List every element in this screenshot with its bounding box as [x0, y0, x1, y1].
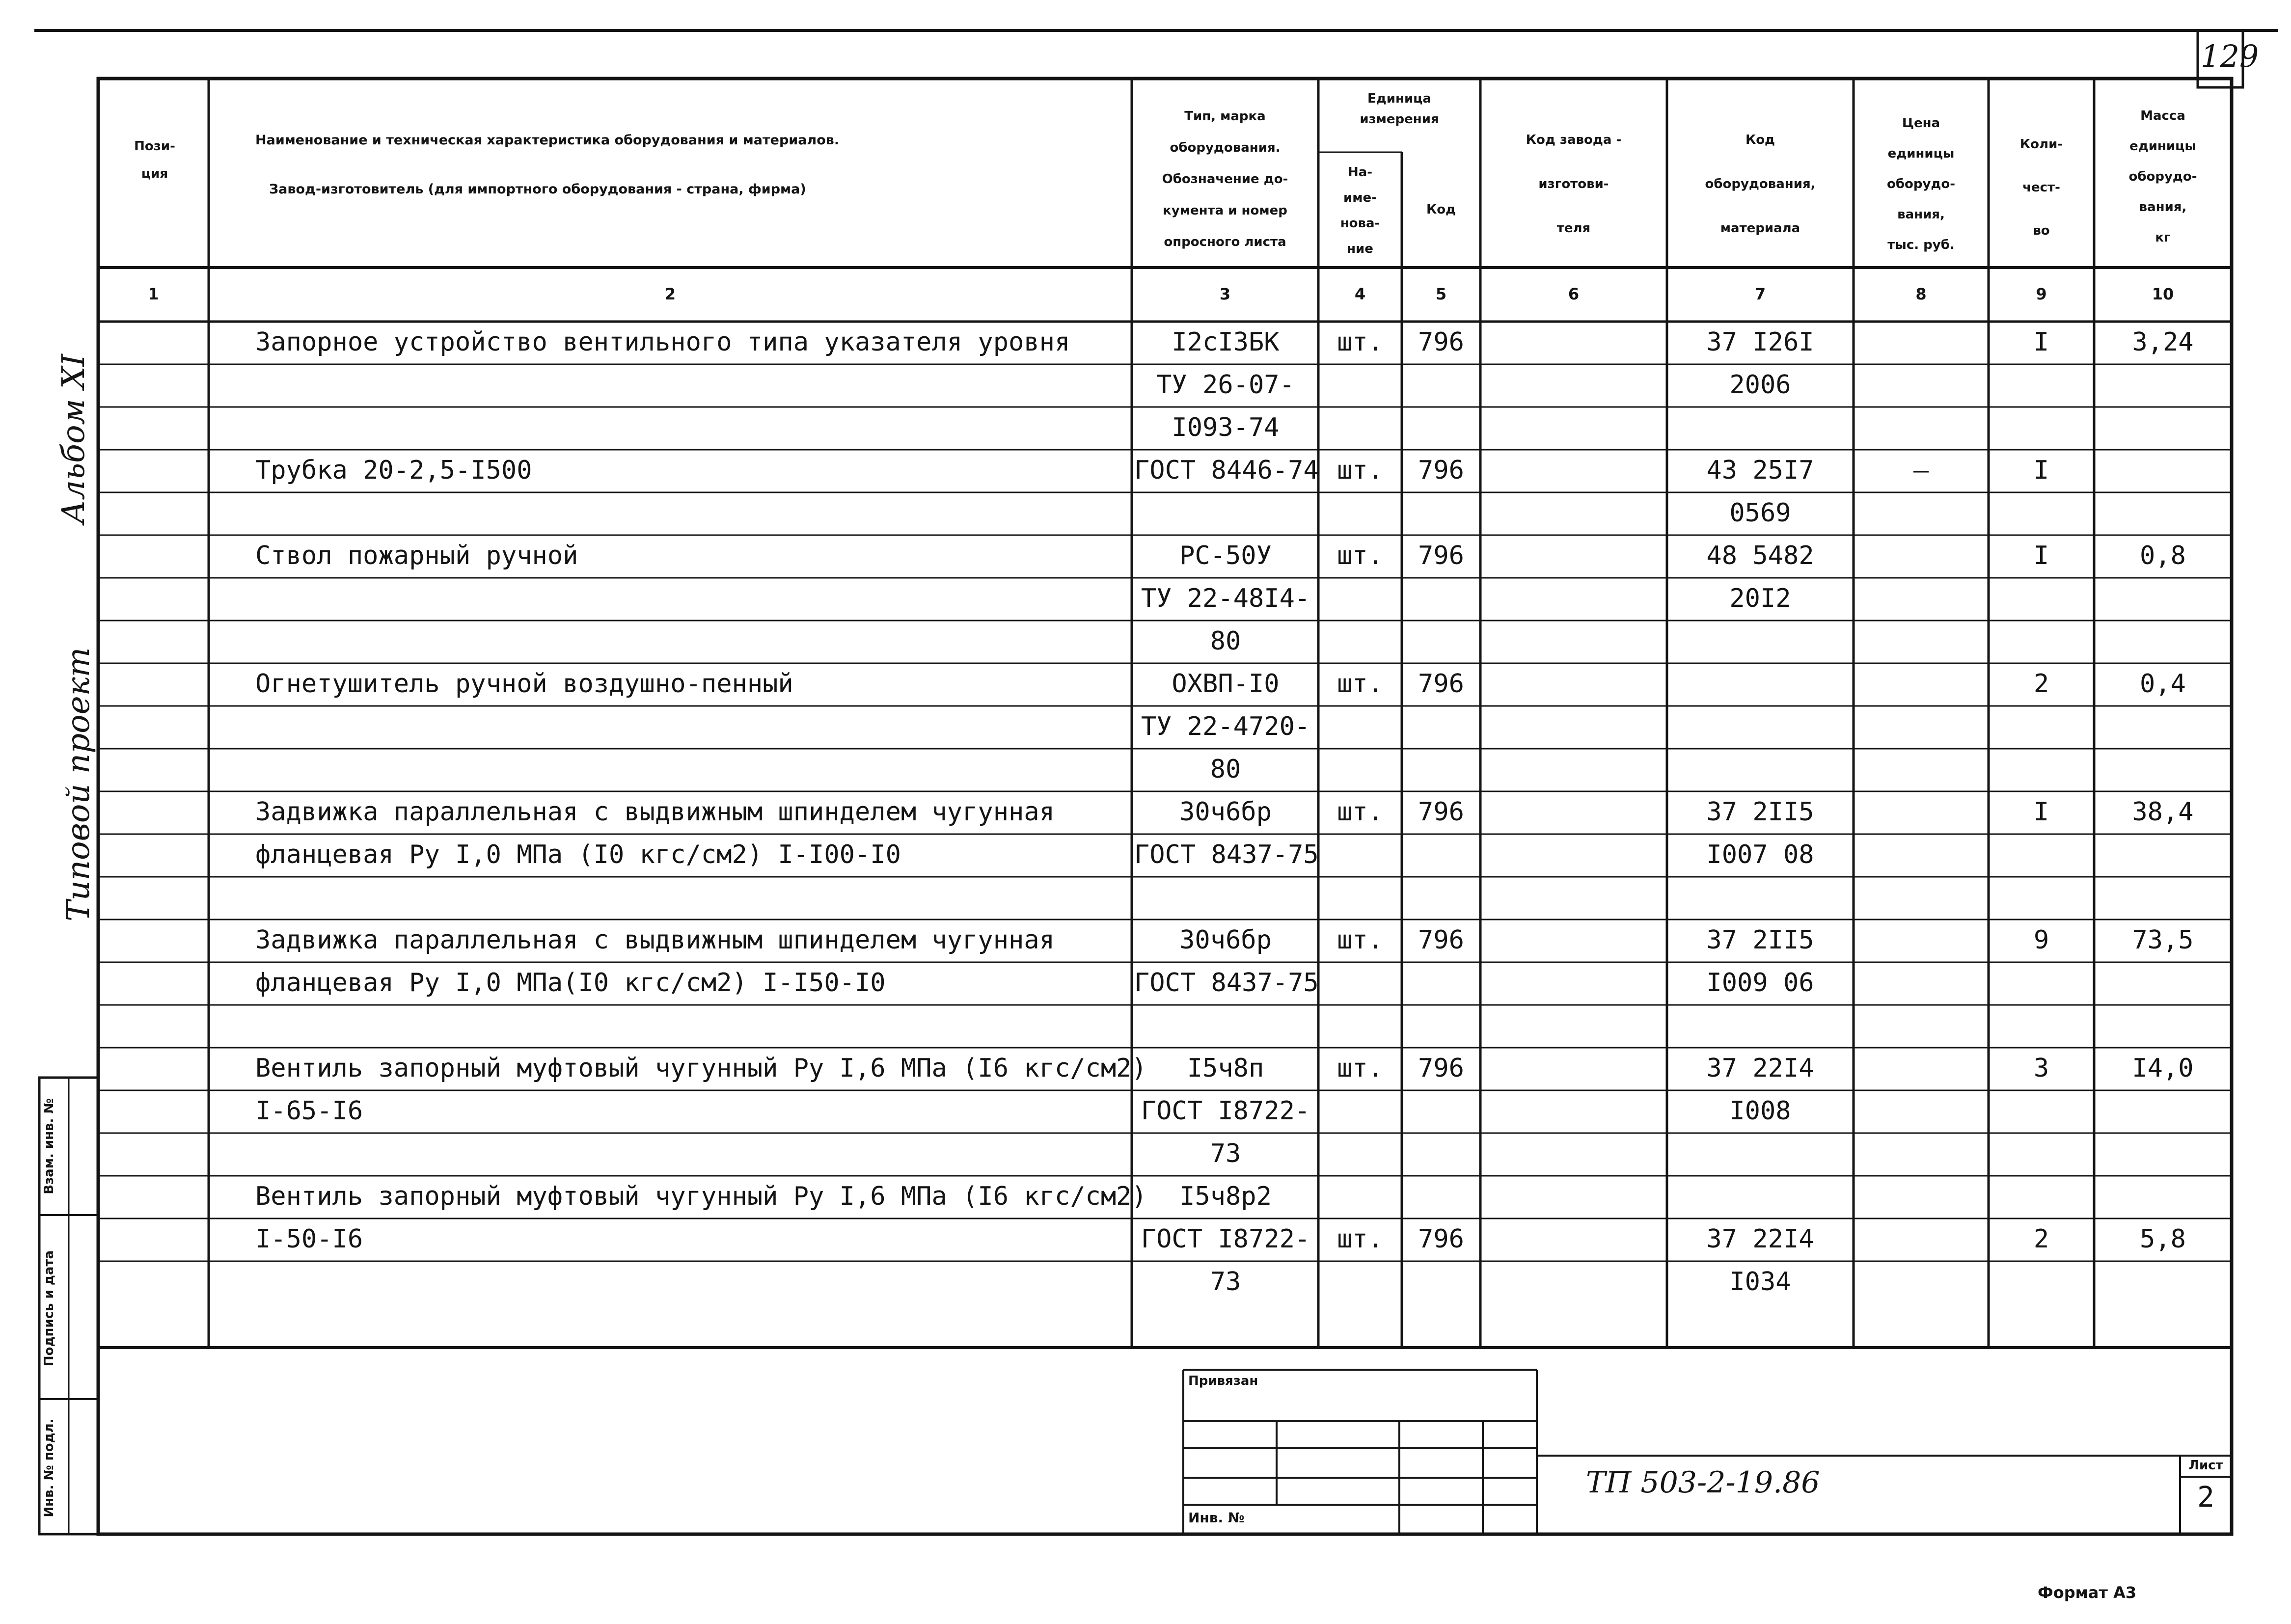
cell-mass: 3,24: [2132, 327, 2194, 357]
cell-qty: 9: [2033, 925, 2049, 955]
inv-no-label: Инв. №: [1188, 1510, 1245, 1526]
column-number: 6: [1568, 285, 1580, 303]
cell-type: ГОСТ I8722-: [1141, 1224, 1310, 1254]
header-col3: Тип, марка оборудования. Обозначение до- кумента и номер опросного листа: [1162, 109, 1288, 249]
cell-price: –: [1913, 456, 1929, 485]
column-number: 3: [1219, 285, 1231, 303]
cell-name: Задвижка параллельная с выдвижным шпинделем чугунная: [255, 925, 1055, 955]
cell-unit-code: 796: [1418, 1054, 1464, 1083]
cell-type: ТУ 22-48I4-: [1141, 584, 1310, 613]
header-col7: Код оборудования, материала: [1705, 133, 1816, 236]
cell-qty: 3: [2033, 1054, 2049, 1083]
side-label-project: Типовой проект: [60, 647, 97, 921]
cell-name: Ствол пожарный ручной: [255, 541, 578, 570]
header-col8: Цена единицы оборудо- вания, тыс. руб.: [1886, 116, 1956, 252]
cell-name: Задвижка параллельная с выдвижным шпинделем чугунная: [255, 797, 1055, 827]
cell-unit: шт.: [1337, 541, 1383, 570]
cell-unit: шт.: [1337, 1054, 1383, 1083]
cell-name: фланцевая Ру I,0 МПа (I0 кгс/см2) I-I00-I0: [255, 840, 901, 869]
cell-unit: шт.: [1337, 925, 1383, 955]
stamp-label-inv-replace: Взам. инв. №: [42, 1098, 56, 1194]
header-unit-group: Единица измерения: [1360, 91, 1439, 127]
cell-unit: шт.: [1337, 797, 1383, 827]
cell-mass: 5,8: [2140, 1224, 2186, 1254]
column-number: 9: [2036, 285, 2047, 303]
cell-name: Огнетушитель ручной воздушно-пенный: [255, 669, 793, 699]
cell-type: 30ч6бр: [1179, 797, 1272, 827]
column-number: 10: [2152, 285, 2174, 303]
header-col2-line1: Наименование и техническая характеристика оборудования и материалов.: [255, 133, 840, 148]
cell-unit: шт.: [1337, 1224, 1383, 1254]
side-label-album: Альбом XI: [55, 354, 92, 524]
cell-type: РС-50У: [1179, 541, 1272, 570]
cell-mass: 38,4: [2132, 797, 2194, 827]
sheet-label: Лист: [2188, 1458, 2223, 1473]
cell-type: ОХВП-I0: [1172, 669, 1280, 699]
cell-equip-code: 37 2II5: [1706, 797, 1814, 827]
cell-unit-code: 796: [1418, 797, 1464, 827]
cell-type: 73: [1210, 1267, 1241, 1297]
cell-equip-code: 48 5482: [1706, 541, 1814, 570]
header-col10: Масса единицы оборудо- вания, кг: [2128, 108, 2197, 245]
cell-mass: 0,8: [2140, 541, 2186, 570]
header-col5: Код: [1426, 202, 1456, 217]
cell-mass: 0,4: [2140, 669, 2186, 699]
cell-equip-code: 37 22I4: [1706, 1054, 1814, 1083]
cell-equip-code: 43 25I7: [1706, 456, 1814, 485]
cell-qty: I: [2033, 797, 2049, 827]
cell-name: Вентиль запорный муфтовый чугунный Ру I,6 МПа (I6 кгс/см2): [255, 1182, 1147, 1211]
header-col9: Коли- чест- во: [2019, 137, 2063, 238]
sheet-number: 2: [2197, 1480, 2214, 1514]
cell-type: 73: [1210, 1139, 1241, 1168]
cell-type: I5ч8р2: [1179, 1182, 1272, 1211]
cell-unit: шт.: [1337, 669, 1383, 699]
page-number: 129: [2201, 38, 2259, 74]
cell-type: I093-74: [1172, 413, 1280, 442]
header-col2-line2: Завод-изготовитель (для импортного оборудования - страна, фирма): [269, 182, 806, 197]
cell-name: I-65-I6: [255, 1096, 363, 1126]
cell-equip-code: I009 06: [1706, 968, 1814, 998]
cell-equip-code: I008: [1729, 1096, 1791, 1126]
column-number: 4: [1354, 285, 1366, 303]
cell-equip-code: 2006: [1729, 370, 1791, 400]
cell-type: I2сI3БК: [1172, 327, 1280, 357]
stamp-label-sign-date: Подпись и дата: [42, 1250, 56, 1367]
cell-type: ТУ 22-4720-: [1141, 712, 1310, 741]
cell-mass: 73,5: [2132, 925, 2194, 955]
cell-qty: 2: [2033, 1224, 2049, 1254]
cell-qty: 2: [2033, 669, 2049, 699]
column-number: 7: [1754, 285, 1766, 303]
cell-qty: I: [2033, 541, 2049, 570]
cell-type: ТУ 26-07-: [1156, 370, 1295, 400]
cell-equip-code: 37 22I4: [1706, 1224, 1814, 1254]
privyazan-label: Привязан: [1188, 1374, 1258, 1388]
cell-unit: шт.: [1337, 327, 1383, 357]
cell-equip-code: I007 08: [1706, 840, 1814, 869]
cell-equip-code: 0569: [1729, 498, 1791, 528]
cell-qty: I: [2033, 456, 2049, 485]
cell-name: фланцевая Ру I,0 МПа(I0 кгс/см2) I-I50-I0: [255, 968, 886, 998]
format-label: Формат А3: [2038, 1583, 2137, 1602]
cell-type: I5ч8п: [1187, 1054, 1264, 1083]
cell-unit-code: 796: [1418, 669, 1464, 699]
cell-unit: шт.: [1337, 456, 1383, 485]
column-number: 1: [148, 285, 159, 303]
column-number: 5: [1435, 285, 1447, 303]
cell-equip-code: 37 I26I: [1706, 327, 1814, 357]
cell-qty: I: [2033, 327, 2049, 357]
cell-name: I-50-I6: [255, 1224, 363, 1254]
cell-name: Запорное устройство вентильного типа указателя уровня: [255, 327, 1070, 357]
cell-equip-code: I034: [1729, 1267, 1791, 1297]
cell-unit-code: 796: [1418, 1224, 1464, 1254]
cell-unit-code: 796: [1418, 925, 1464, 955]
cell-type: ГОСТ 8437-75: [1134, 968, 1319, 998]
cell-type: ГОСТ I8722-: [1141, 1096, 1310, 1126]
cell-type: 30ч6бр: [1179, 925, 1272, 955]
cell-unit-code: 796: [1418, 456, 1464, 485]
cell-type: ГОСТ 8437-75: [1134, 840, 1319, 869]
cell-type: 80: [1210, 755, 1241, 784]
cell-equip-code: 37 2II5: [1706, 925, 1814, 955]
cell-unit-code: 796: [1418, 327, 1464, 357]
cell-name: Вентиль запорный муфтовый чугунный Ру I,6 МПа (I6 кгс/см2): [255, 1054, 1147, 1083]
cell-type: 80: [1210, 626, 1241, 656]
column-number: 8: [1915, 285, 1927, 303]
header-col6: Код завода - изготови- теля: [1526, 133, 1622, 236]
cell-mass: I4,0: [2132, 1054, 2194, 1083]
designation: ТП 503-2-19.86: [1586, 1465, 1820, 1500]
stamp-label-inv-original: Инв. № подл.: [42, 1418, 56, 1517]
cell-name: Трубка 20-2,5-I500: [255, 456, 532, 485]
cell-equip-code: 20I2: [1729, 584, 1791, 613]
cell-type: ГОСТ 8446-74: [1134, 456, 1319, 485]
header-col4: На- име- нова- ние: [1340, 165, 1380, 256]
cell-unit-code: 796: [1418, 541, 1464, 570]
column-number: 2: [664, 285, 676, 303]
header-col1: Пози- ция: [134, 139, 175, 181]
